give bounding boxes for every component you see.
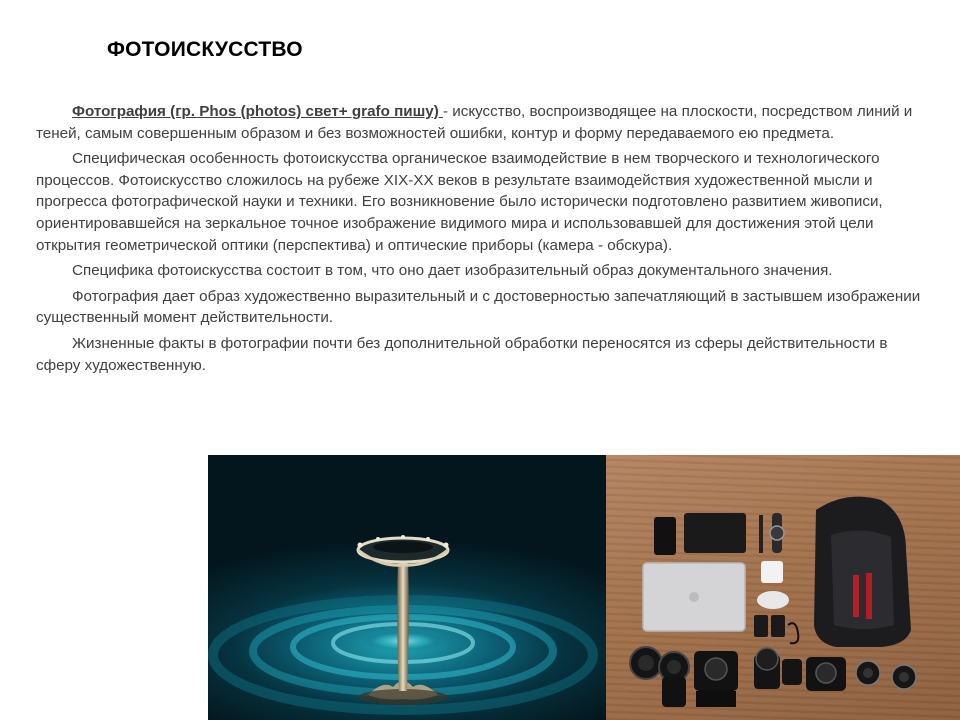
definition-term: Фотография (гр. Phos (photos) свет+ grafo пишу) xyxy=(72,103,443,120)
slide-title: ФОТОИСКУССТВО xyxy=(107,38,303,61)
camera-gear-illustration xyxy=(606,455,960,720)
slide-body xyxy=(36,101,936,380)
tablet-shape xyxy=(684,513,746,553)
paragraph-specifics: Специфическая особенность фотоискусства органическое взаимодействие в нем творческого и технологического процессов. Фотоискусство сложилось на рубеже XIX-XX веков в результате взаимодействия художественной мысли и прогресса фотографической науки и техники. Его возникновение было исторически подготовлено развитием живописи, ориентировавшейся на зеркальное точное изображение видимого мира и использовавшей для достижения этой цели открытия геометрической оптики (перспектива) и оптические приборы (камера - обскура). xyxy=(36,150,883,254)
camera-gear-photo xyxy=(606,455,960,720)
paragraph-expressive: Фотография дает образ художественно выразительный и с достоверностью запечатляющий в застывшем изображении существенный момент действительности. xyxy=(36,287,921,327)
water-drop-photo xyxy=(208,455,606,720)
paragraph-definition xyxy=(36,101,936,144)
paragraph-documentary: Специфика фотоискусства состоит в том, что оно дает изобразительный образ документального значения. xyxy=(72,262,833,280)
water-drop-illustration xyxy=(208,455,606,720)
definition-text: - искусство, воспроизводящее на плоскости, посредством линий и теней, самым совершенным образом и без возможностей ошибки, контур и форму передаваемого ею предмета. xyxy=(36,103,913,142)
phone-shape xyxy=(654,517,676,555)
paragraph-facts: Жизненные факты в фотографии почти без дополнительной обработки переносятся из сферы действительности в сферу художественную. xyxy=(36,334,888,374)
